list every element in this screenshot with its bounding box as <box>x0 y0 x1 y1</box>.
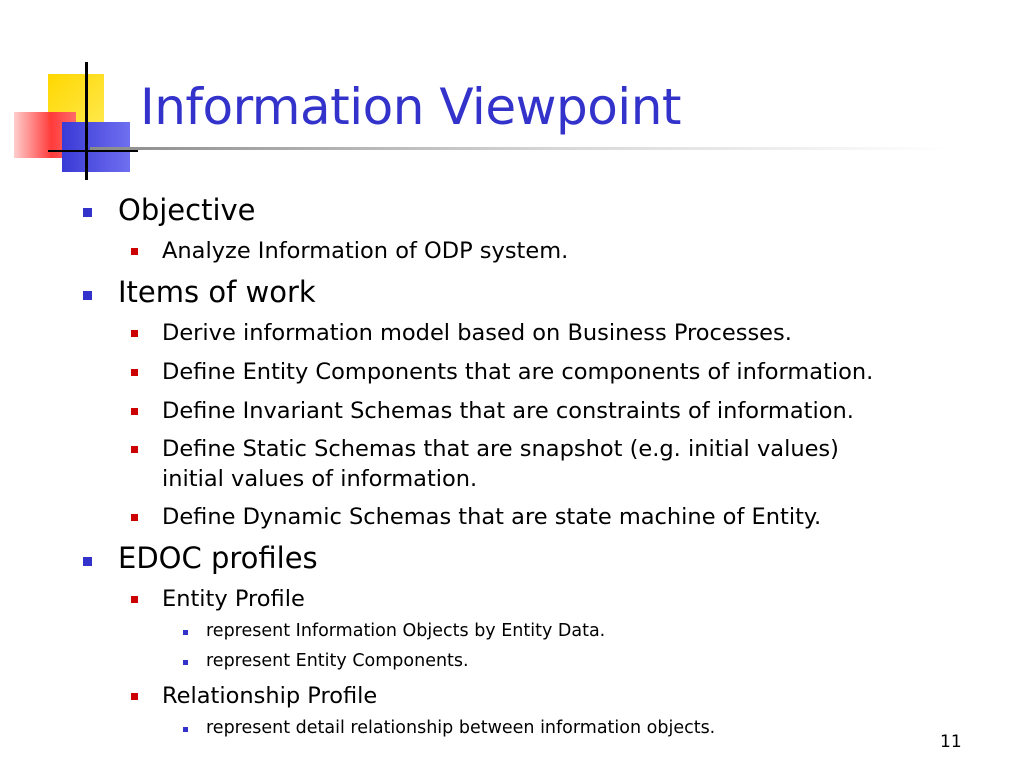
level2-bullet <box>131 408 138 415</box>
outline-item-level3: represent detail relationship between information objects. <box>206 718 716 738</box>
level1-bullet <box>83 208 92 217</box>
level1-bullet <box>83 291 92 300</box>
level3-bullet <box>183 727 188 732</box>
slide-title: Information Viewpoint <box>140 78 681 136</box>
outline-item-level3: represent Information Objects by Entity Data. <box>206 621 606 641</box>
outline-item-level2-continuation: initial values of information. <box>162 466 478 492</box>
title-divider <box>90 147 950 150</box>
outline-item-level2: Entity Profile <box>162 586 305 612</box>
outline-item-level2: Define Static Schemas that are snapshot (e.g. initial values) <box>162 436 839 462</box>
outline-item-level1: Items of work <box>118 275 316 309</box>
outline-item-level3: represent Entity Components. <box>206 651 469 671</box>
level1-bullet <box>83 557 92 566</box>
level2-bullet <box>131 248 138 255</box>
page-number: 11 <box>940 732 962 752</box>
level2-bullet <box>131 369 138 376</box>
outline-item-level2: Analyze Information of ODP system. <box>162 238 569 264</box>
level2-bullet <box>131 596 138 603</box>
outline-item-level1: Objective <box>118 193 256 227</box>
level3-bullet <box>183 660 188 665</box>
outline-item-level2: Derive information model based on Business Processes. <box>162 320 792 346</box>
outline-item-level2: Relationship Profile <box>162 683 378 709</box>
level2-bullet <box>131 693 138 700</box>
outline-item-level2: Define Dynamic Schemas that are state machine of Entity. <box>162 504 822 530</box>
logo-horizontal-line <box>48 150 138 152</box>
level2-bullet <box>131 446 138 453</box>
level2-bullet <box>131 514 138 521</box>
logo-vertical-line <box>85 62 88 180</box>
outline-item-level2: Define Invariant Schemas that are constraints of information. <box>162 398 854 424</box>
outline-item-level2: Define Entity Components that are components of information. <box>162 359 874 385</box>
level2-bullet <box>131 330 138 337</box>
outline-item-level1: EDOC profiles <box>118 541 318 575</box>
level3-bullet <box>183 630 188 635</box>
slide-logo <box>0 0 140 180</box>
